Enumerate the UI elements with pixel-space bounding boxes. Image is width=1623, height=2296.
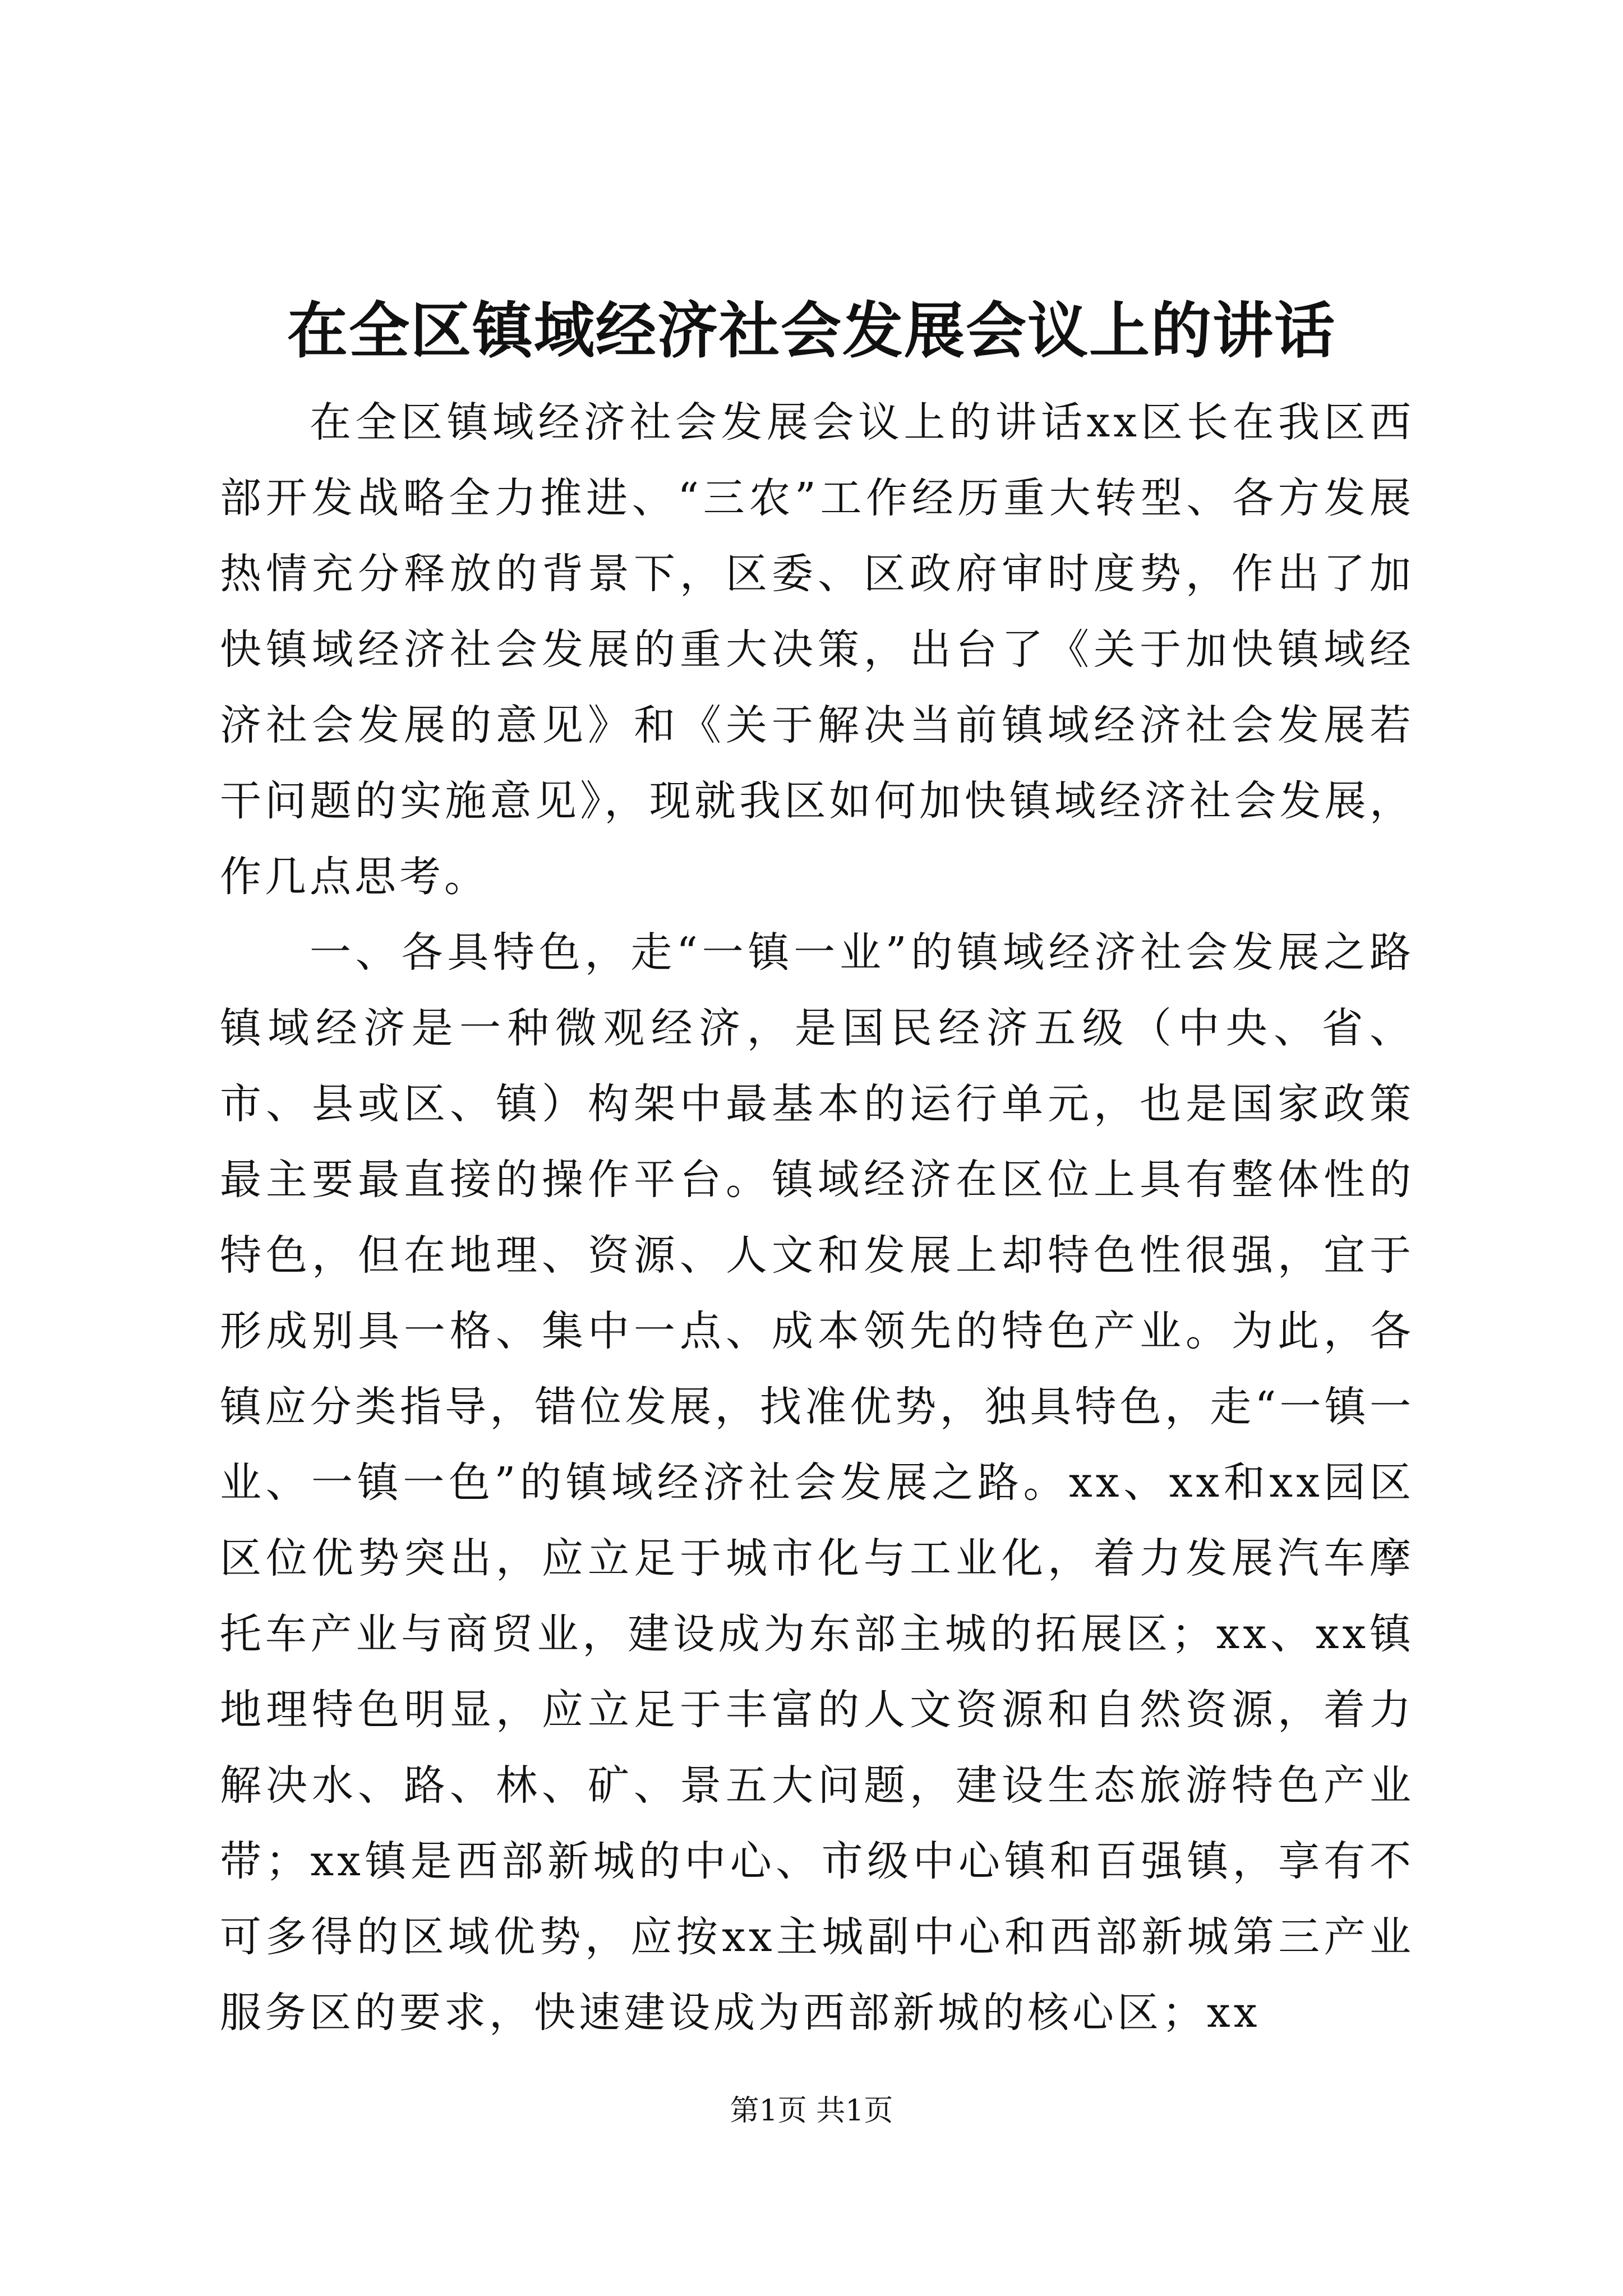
document-body [220,385,1414,2051]
paragraph-intro: 在全区镇域经济社会发展会议上的讲话xx区长在我区西部开发战略全力推进、“三农”工作经历重大转型、各方发展热情充分释放的背景下，区委、区政府审时度势，作出了加快镇域经济社会发展的重大决策，出台了《关于加快镇域经济社会发展的意见》和《关于解决当前镇域经济社会发展若干问题的实施意见》，现就我区如何加快镇域经济社会发展，作几点思考。 [220,398,1414,901]
document-title: 在全区镇域经济社会发展会议上的讲话 [287,296,1336,366]
page-footer: 第1页 共1页 [730,2094,893,2128]
paragraph-section-one: 一、各具特色，走“一镇一业”的镇域经济社会发展之路镇域经济是一种微观经济，是国民经济五级（中央、省、市、县或区、镇）构架中最基本的运行单元，也是国家政策最主要最直接的操作平台。镇域经济在区位上具有整体性的特色，但在地理、资源、人文和发展上却特色性很强，宜于形成别具一格、集中一点、成本领先的特色产业。为此，各镇应分类指导，错位发展，找准优势，独具特色，走“一镇一业、一镇一色”的镇域经济社会发展之路。xx、xx和xx园区区位优势突出，应立足于城市化与工业化，着力发展汽车摩托车产业与商贸业，建设成为东部主城的拓展区；xx、xx镇地理特色明显，应立足于丰富的人文资源和自然资源，着力解决水、路、林、矿、景五大问题，建设生态旅游特色产业带；xx镇是西部新城的中心、市级中心镇和百强镇，享有不可多得的区域优势，应按xx主城副中心和西部新城第三产业服务区的要求，快速建设成为西部新城的核心区；xx [220,928,1414,2037]
